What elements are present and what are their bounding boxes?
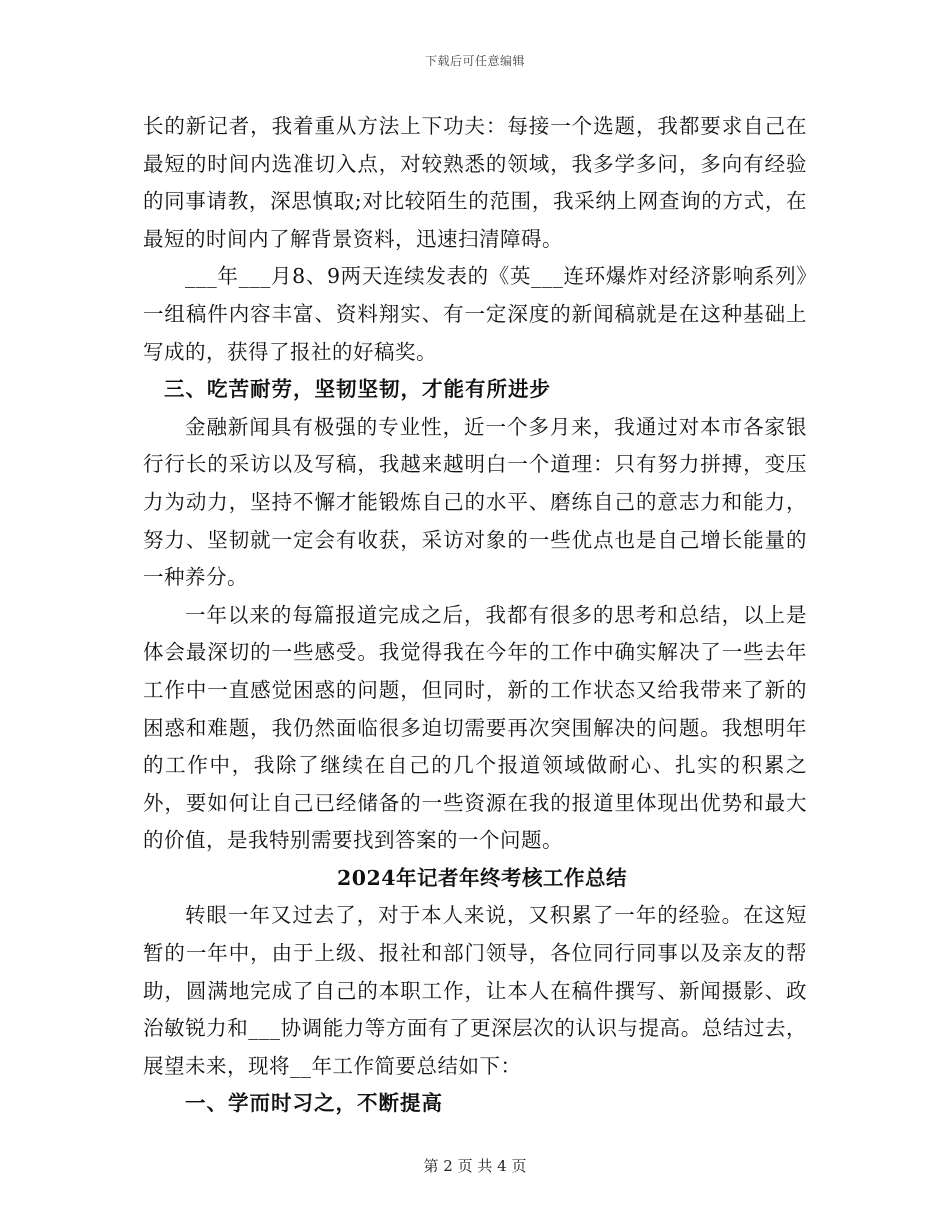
paragraph-methods: 长的新记者，我着重从方法上下功夫：每接一个选题，我都要求自己在最短的时间内选准切入点，对较熟悉的领域，我多学多问，多向有经验的同事请教，深思慎取;对比较陌生的范围，我采纳上网查询的方式，在最短的时间内了解背景资料，迅速扫清障碍。 xyxy=(143,114,807,251)
page-header: 下载后可任意编辑 xyxy=(424,54,525,68)
document-body xyxy=(143,108,807,1123)
page-footer: 第 2 页 共 4 页 xyxy=(423,1157,527,1175)
section-heading-3: 三、吃苦耐劳，坚韧坚韧，才能有所进步 xyxy=(164,377,551,402)
paragraph-series-report: ___年___月8、9两天连续发表的《英___连环爆炸对经济影响系列》一组稿件内容丰富、资料翔实、有一定深度的新闻稿就是在这种基础上写成的，获得了报社的好稿奖。 xyxy=(143,264,807,364)
paragraph-intro: 转眼一年又过去了，对于本人来说，又积累了一年的经验。在这短暂的一年中，由于上级、报社和部门领导，各位同行同事以及亲友的帮助，圆满地完成了自己的本职工作，让本人在稿件撰写、新闻摄影、政治敏锐力和___协调能力等方面有了更深层次的认识与提高。总结过去，展望未来，现将__年工作简要总结如下： xyxy=(143,903,807,1078)
document-title: 2024年记者年终考核工作总结 xyxy=(336,865,628,890)
paragraph-financial-news: 金融新闻具有极强的专业性，近一个多月来，我通过对本市各家银行行长的采访以及写稿，我越来越明白一个道理：只有努力拼搏，变压力为动力，坚持不懈才能锻炼自己的水平、磨练自己的意志力和能力，努力、坚韧就一定会有收获，采访对象的一些优点也是自己增长能量的一种养分。 xyxy=(143,414,807,590)
section-heading-1: 一、学而时习之，不断提高 xyxy=(185,1091,443,1116)
paragraph-year-reflection: 一年以来的每篇报道完成之后，我都有很多的思考和总结，以上是体会最深切的一些感受。我觉得我在今年的工作中确实解决了一些去年工作中一直感觉困惑的问题，但同时，新的工作状态又给我带来了新的困惑和难题，我仍然面临很多迫切需要再次突围解决的问题。我想明年的工作中，我除了继续在自己的几个报道领域做耐心、扎实的积累之外，要如何让自己已经储备的一些资源在我的报道里体现出优势和最大的价值，是我特别需要找到答案的一个问题。 xyxy=(143,602,807,853)
